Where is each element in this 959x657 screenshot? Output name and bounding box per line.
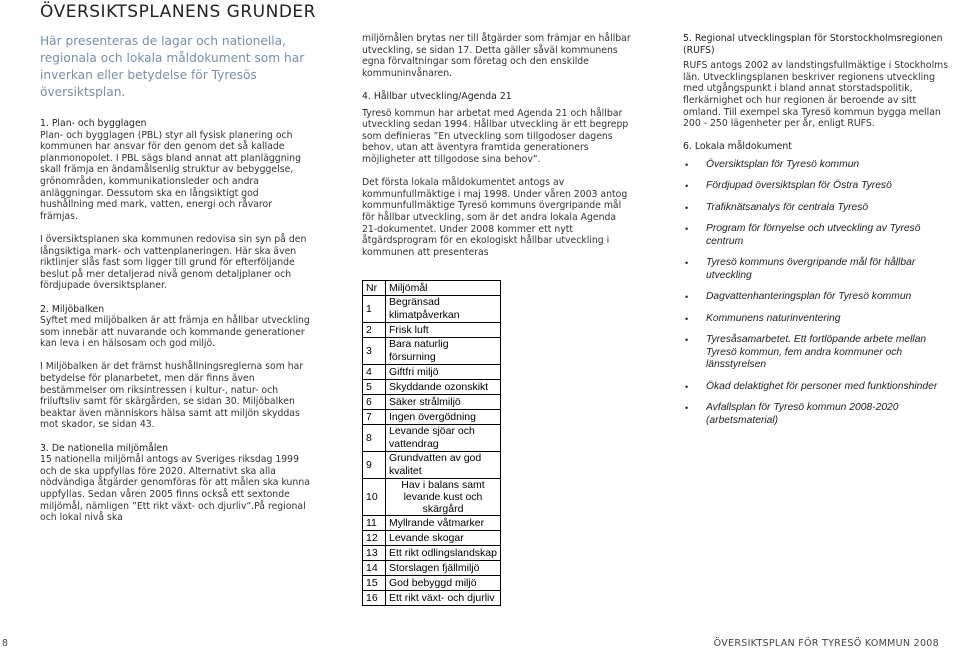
goal-name: Bara naturlig försurning (386, 338, 501, 365)
list-item (683, 334, 953, 372)
list-item (683, 291, 953, 304)
table-header-row (363, 281, 501, 296)
goal-number: 14 (363, 561, 386, 576)
goal-name: Ett rikt odlingslandskap (386, 546, 501, 561)
goal-number: 10 (363, 479, 386, 516)
goal-number: 9 (363, 452, 386, 479)
footer-publication: ÖVERSIKTSPLAN FÖR TYRESÖ KOMMUN 2008 (713, 638, 939, 649)
goal-name: Ingen övergödning (386, 410, 501, 425)
goal-name: Hav i balans samt levande kust och skärgård (386, 479, 501, 516)
document-title: Tyresö kommuns övergripande mål för hållbar utveckling (706, 257, 916, 281)
goal-name: Grundvatten av god kvalitet (386, 452, 501, 479)
goal-number: 16 (363, 591, 386, 606)
document-title: Fördjupad översiktsplan för Östra Tyresö (706, 180, 892, 192)
bullet-icon: • (685, 181, 689, 192)
document-title: Program för förnyelse och utveckling av Tyresö centrum (706, 223, 921, 247)
section-paragraph: 15 nationella miljömål antogs av Sveriges riksdag 1999 och de ska uppfyllas före 2020. Alternativt ska alla nödvändiga åtgärder genomföras för att målen ska kunna uppfyllas. Sedan våren 2005 finns också ett sextonde miljömål, nämligen ”Ett rikt växt- och djurliv”.På regional och lokal nivå ska (40, 454, 310, 524)
document-title: Tyresåsamarbetet. Ett fortlöpande arbete mellan Tyresö kommun, fem andra kommuner och länsstyrelsen (706, 334, 927, 371)
goal-number: 3 (363, 338, 386, 365)
table-row (363, 323, 501, 338)
document-title: Avfallsplan för Tyresö kommun 2008-2020 (arbetsmaterial) (706, 402, 899, 426)
goal-number: 7 (363, 410, 386, 425)
table-row (363, 365, 501, 380)
goal-name: Levande skogar (386, 531, 501, 546)
environmental-goals-table (362, 280, 501, 606)
bullet-icon: • (685, 224, 689, 235)
bullet-icon: • (685, 159, 689, 170)
section-paragraph: I Miljöbalken är det främst hushållningsreglerna som har betydelse för planarbetet, men där finns även bestämmelser om riksintressen i kultur-, natur- och friluftsliv samt för skärgården, se sidan 30. Miljöbalken beaktar även människors hälsa samt att miljön skyddas mot skador, se sidan 43. (40, 361, 304, 431)
table-row (363, 591, 501, 606)
table-row (363, 425, 501, 452)
list-item (683, 257, 953, 282)
section-paragraph: miljömålen brytas ner till åtgärder som främjar en hållbar utveckling, se sidan 17. Detta gäller såväl kommunens egna förvaltningar som företag och den enskilde kommuninvånaren. (362, 33, 631, 79)
local-documents-list (683, 159, 953, 428)
table-row (363, 395, 501, 410)
section-heading: 4. Hållbar utveckling/Agenda 21 (362, 90, 512, 102)
column-header-goal: Miljömål (386, 281, 501, 296)
goal-number: 15 (363, 576, 386, 591)
goal-number: 5 (363, 380, 386, 395)
goal-number: 4 (363, 365, 386, 380)
document-title: Ökad delaktighet för personer med funktionshinder (706, 380, 938, 392)
bullet-icon: • (685, 313, 689, 324)
intro-text: Här presenteras de lagar och nationella, regionala och lokala måldokument som har inverkan eller betydelse för Tyresös översiktsplan. (40, 34, 305, 99)
table-row (363, 531, 501, 546)
goal-name: Säker strålmiljö (386, 395, 501, 410)
section-heading: 6. Lokala måldokument (683, 141, 792, 153)
document-title: Översiktsplan för Tyresö kommun (706, 158, 860, 170)
table-row (363, 479, 501, 516)
column-right (683, 33, 953, 436)
goal-number: 12 (363, 531, 386, 546)
section-paragraph: Syftet med miljöbalken är att främja en hållbar utveckling som innebär att nuvarande och kommande generationer kan leva i en hälsosam och god miljö. (40, 315, 310, 350)
document-title: Kommunens naturinventering (706, 312, 841, 324)
bullet-icon: • (685, 292, 689, 303)
goal-name: Giftfri miljö (386, 365, 501, 380)
section-heading: 1. Plan- och bygglagen (40, 118, 147, 129)
list-item (683, 402, 953, 427)
bullet-icon: • (685, 335, 689, 346)
section-paragraph: Plan- och bygglagen (PBL) styr all fysisk planering och kommunen har ansvar för den genom det så kallade planmonopolet. I PBL sägs bland annat att planläggning skall främja en ändamålsenlig struktur av bebyggelse, grönområden, kommunikationsleder och andra anläggningar. Dessutom ska en långsiktigt god hushållning med mark, vatten, energi och råvaror främjas. (40, 129, 301, 222)
goal-name: Levande sjöar och vattendrag (386, 425, 501, 452)
section-heading: 3. De nationella miljömålen (40, 442, 169, 454)
list-item (683, 223, 953, 248)
table-row (363, 561, 501, 576)
table-row (363, 516, 501, 531)
table-row (363, 546, 501, 561)
bullet-icon: • (685, 258, 689, 269)
column-middle (362, 33, 634, 606)
goal-name: Begränsad klimatpåverkan (386, 296, 501, 323)
section-heading: 5. Regional utvecklingsplan för Storstockholmsregionen (RUFS) (683, 33, 943, 56)
section-paragraph: RUFS antogs 2002 av landstingsfullmäktige i Stockholms län. Utvecklingsplanen beskriver regionens utveckling med utgångspunkt i bland annat storstadspolitik, flerkärnighet och hur regionen är beroende av sitt omland. Till exempel ska Tyresö kommun bygga mellan 200 - 250 lägenheter per år, enligt RUFS. (683, 60, 949, 130)
section-paragraph: Det första lokala måldokumentet antogs av kommunfullmäktige i maj 1998. Under våren 2003 antog kommunfullmäktige Tyresö kommuns övergripande mål för hållbar utveckling, som är det andra lokala Agenda 21-dokumentet. Under 2008 kommer ett nytt åtgärdsprogram för en ekologiskt hållbar utveckling i kommunen att presenteras (362, 177, 628, 258)
goal-number: 1 (363, 296, 386, 323)
table-row (363, 380, 501, 395)
column-header-nr: Nr (363, 281, 386, 296)
column-left (40, 33, 312, 524)
table-row (363, 296, 501, 323)
goal-name: Frisk luft (386, 323, 501, 338)
goal-name: Storslagen fjällmiljö (386, 561, 501, 576)
bullet-icon: • (685, 381, 689, 392)
goal-number: 2 (363, 323, 386, 338)
goal-number: 6 (363, 395, 386, 410)
table-row (363, 338, 501, 365)
table-row (363, 452, 501, 479)
document-title: Dagvattenhanteringsplan för Tyresö kommun (706, 291, 912, 303)
section-paragraph: I översiktsplanen ska kommunen redovisa sin syn på den långsiktiga mark- och vattenplaneringen. Här ska även riktlinjer slås fast som ligger till grund för efterföljande beslut på mer detaljerad nivå genom detaljplaner och fördjupade översiktsplaner. (40, 233, 307, 292)
goal-name: God bebyggd miljö (386, 576, 501, 591)
goal-number: 8 (363, 425, 386, 452)
table-row (363, 576, 501, 591)
table-row (363, 410, 501, 425)
goal-number: 11 (363, 516, 386, 531)
page-number: 8 (2, 638, 9, 649)
list-item (683, 180, 953, 193)
page-title: ÖVERSIKTSPLANENS GRUNDER (40, 2, 316, 22)
bullet-icon: • (685, 202, 689, 213)
goal-name: Skyddande ozonskikt (386, 380, 501, 395)
goal-name: Ett rikt växt- och djurliv (386, 591, 501, 606)
list-item (683, 202, 953, 215)
list-item (683, 381, 953, 394)
list-item (683, 313, 953, 326)
document-title: Trafiknätsanalys för centrala Tyresö (706, 201, 869, 213)
goal-name: Myllrande våtmarker (386, 516, 501, 531)
section-heading: 2. Miljöbalken (40, 303, 105, 315)
section-paragraph: Tyresö kommun har arbetat med Agenda 21 och hållbar utveckling sedan 1994. Hållbar utveckling är ett begrepp som definieras ”En utveckling som tillgodoser dagens behov, utan att äventyra framtida generationers möjligheter att tillgodose sina behov”. (362, 107, 629, 165)
list-item (683, 159, 953, 172)
bullet-icon: • (685, 403, 689, 414)
goal-number: 13 (363, 546, 386, 561)
